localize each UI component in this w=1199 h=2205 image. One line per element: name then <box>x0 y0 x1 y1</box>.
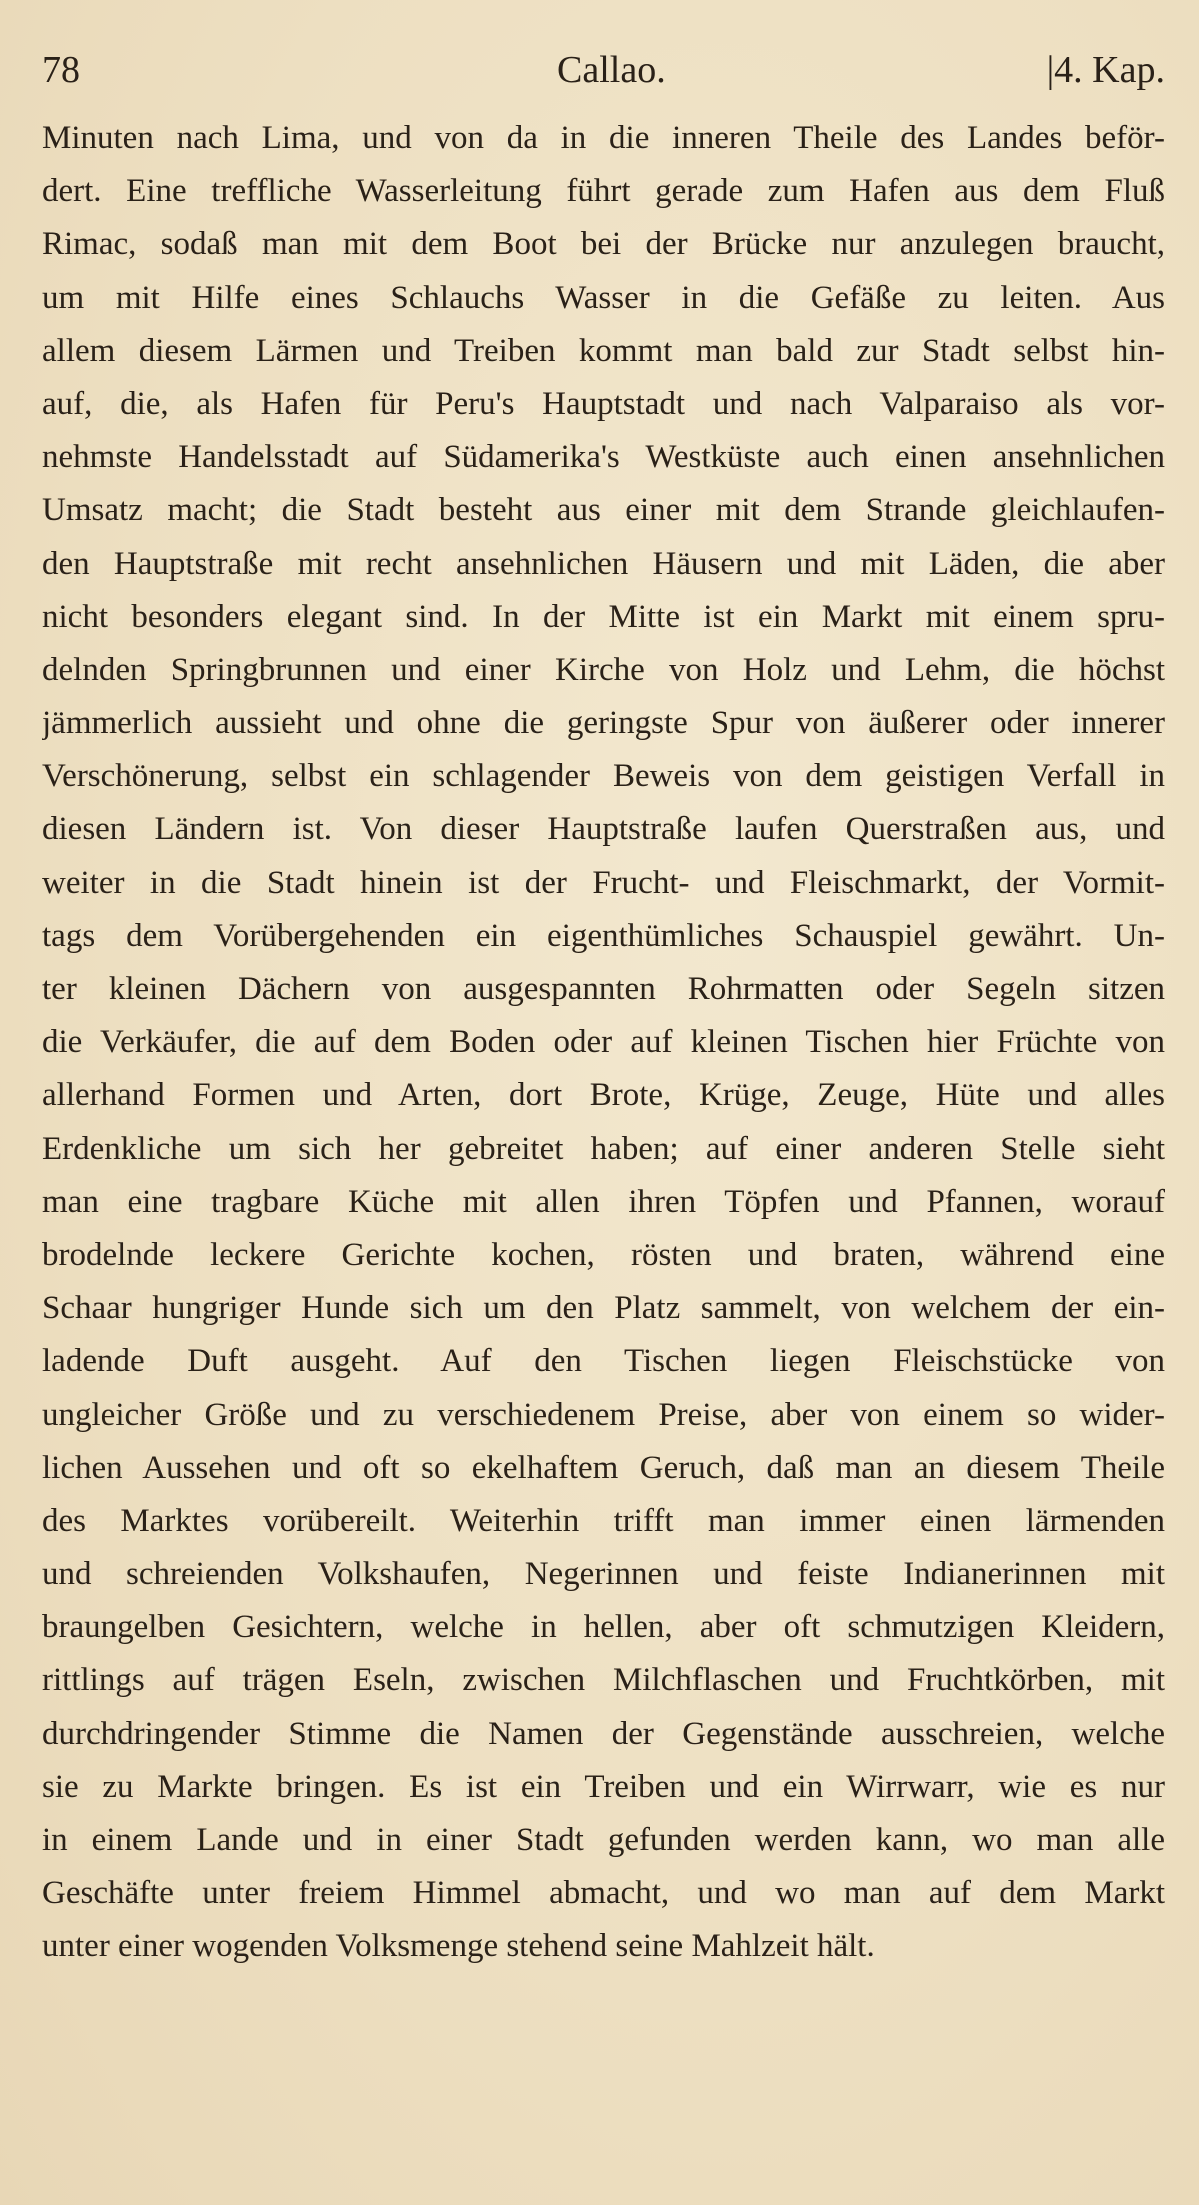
text-line: man eine tragbare Küche mit allen ihren Töpfen und Pfannen, worauf <box>42 1183 1165 1220</box>
text-line: Verschönerung, selbst ein schlagender Beweis von dem geistigen Verfall in <box>42 758 1165 795</box>
text-line: Rimac, sodaß man mit dem Boot bei der Brücke nur anzulegen braucht, <box>42 226 1165 263</box>
text-line: die Verkäufer, die auf dem Boden oder auf kleinen Tischen hier Früchte von <box>42 1024 1165 1061</box>
chapter-reference: |4. Kap. <box>1046 49 1165 91</box>
text-line: um mit Hilfe eines Schlauchs Wasser in die Gefäße zu leiten. Aus <box>42 279 1165 316</box>
text-line: in einem Lande und in einer Stadt gefunden werden kann, wo man alle <box>42 1822 1165 1858</box>
text-line: ladende Duft ausgeht. Auf den Tischen liegen Fleischstücke von <box>42 1343 1165 1380</box>
text-line: jämmerlich aussieht und ohne die geringste Spur von äußerer oder innerer <box>42 705 1165 742</box>
running-title: Callao. <box>557 49 666 91</box>
text-line: Umsatz macht; die Stadt besteht aus einer mit dem Strande gleichlaufen- <box>42 492 1165 529</box>
text-line: Erdenkliche um sich her gebreitet haben; auf einer anderen Stelle sieht <box>42 1130 1165 1167</box>
text-line: allem diesem Lärmen und Treiben kommt man bald zur Stadt selbst hin- <box>42 332 1165 369</box>
text-line: lichen Aussehen und oft so ekelhaftem Geruch, daß man an diesem Theile <box>42 1449 1165 1486</box>
body-text <box>42 112 1165 1974</box>
text-line: delnden Springbrunnen und einer Kirche von Holz und Lehm, die höchst <box>42 651 1165 688</box>
text-line: Minuten nach Lima, und von da in die inneren Theile des Landes beför- <box>42 120 1165 156</box>
text-line: des Marktes vorübereilt. Weiterhin trifft man immer einen lärmenden <box>42 1502 1165 1539</box>
text-line: Geschäfte unter freiem Himmel abmacht, und wo man auf dem Markt <box>42 1875 1165 1912</box>
text-line: durchdringender Stimme die Namen der Gegenstände ausschreien, welche <box>42 1715 1165 1752</box>
page-number: 78 <box>42 49 80 91</box>
text-line: Schaar hungriger Hunde sich um den Platz sammelt, von welchem der ein- <box>42 1290 1165 1327</box>
text-line: rittlings auf trägen Eseln, zwischen Milchflaschen und Fruchtkörben, mit <box>42 1662 1165 1699</box>
text-line: diesen Ländern ist. Von dieser Hauptstraße laufen Querstraßen aus, und <box>42 811 1165 848</box>
text-line: weiter in die Stadt hinein ist der Frucht- und Fleischmarkt, der Vormit- <box>42 864 1165 901</box>
text-line: auf, die, als Hafen für Peru's Hauptstadt und nach Valparaiso als vor- <box>42 385 1165 422</box>
text-line: nicht besonders elegant sind. In der Mitte ist ein Markt mit einem spru- <box>42 598 1165 635</box>
text-line: allerhand Formen und Arten, dort Brote, Krüge, Zeuge, Hüte und alles <box>42 1077 1165 1114</box>
text-line: und schreienden Volkshaufen, Negerinnen und feiste Indianerinnen mit <box>42 1556 1165 1593</box>
text-line: den Hauptstraße mit recht ansehnlichen Häusern und mit Läden, die aber <box>42 545 1165 582</box>
text-line: unter einer wogenden Volksmenge stehend seine Mahlzeit hält. <box>42 1928 875 1965</box>
text-line: dert. Eine treffliche Wasserleitung führt gerade zum Hafen aus dem Fluß <box>42 173 1165 210</box>
text-line: braungelben Gesichtern, welche in hellen, aber oft schmutzigen Kleidern, <box>42 1609 1165 1646</box>
text-line: sie zu Markte bringen. Es ist ein Treiben und ein Wirrwarr, wie es nur <box>42 1768 1165 1805</box>
text-line: brodelnde leckere Gerichte kochen, rösten und braten, während eine <box>42 1236 1165 1273</box>
text-line: ungleicher Größe und zu verschiedenem Preise, aber von einem so wider- <box>42 1396 1165 1433</box>
text-line: tags dem Vorübergehenden ein eigenthümliches Schauspiel gewährt. Un- <box>42 917 1165 954</box>
running-header <box>42 48 1165 104</box>
text-line: nehmste Handelsstadt auf Südamerika's Westküste auch einen ansehnlichen <box>42 439 1165 476</box>
text-line: ter kleinen Dächern von ausgespannten Rohrmatten oder Segeln sitzen <box>42 971 1165 1007</box>
book-page <box>42 48 1165 2158</box>
